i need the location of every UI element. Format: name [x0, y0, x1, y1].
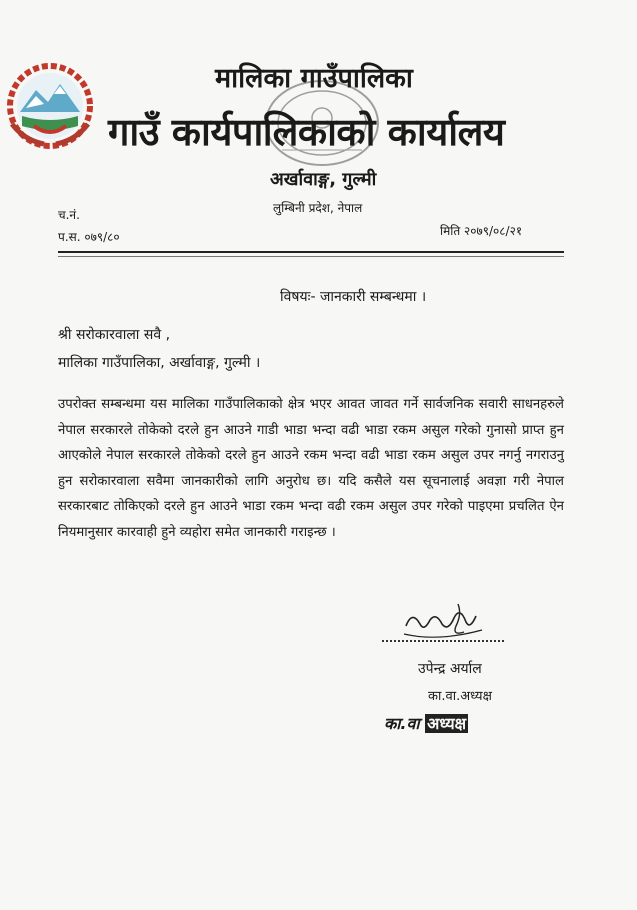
municipality-name: मालिका गाउँपालिका — [215, 63, 413, 94]
signature-line — [382, 640, 504, 642]
signature-scribble — [398, 596, 488, 646]
signatory-name: उपेन्द्र अर्याल — [418, 661, 482, 677]
nepal-emblem-icon — [4, 60, 96, 152]
designation-stamp-prefix: का.वा — [384, 714, 420, 733]
designation-stamp — [384, 712, 468, 734]
dispatch-number-label: च.नं. — [58, 208, 80, 222]
office-name: गाउँ कार्यपालिकाको कार्यालय — [108, 110, 505, 154]
header-divider — [58, 251, 564, 253]
recipient-address: मालिका गाउँपालिका, अर्खावाङ्ग, गुल्मी । — [58, 355, 261, 371]
recipient-line: श्री सरोकारवाला सवै , — [58, 327, 171, 343]
letter-body: उपरोक्त सम्बन्धमा यस मालिका गाउँपालिकाको क्षेत्र भएर आवत जावत गर्ने सार्वजनिक सवारी साधनहरुले नेपाल सरकारले तोकेको दरले हुन आउने गाडी भाडा भन्दा वढी भाडा रकम असुल गरेको गुनासो प्राप्त हुन आएकोले नेपाल सरकारले तोकेको दरले हुन आउने रकम भन्दा वढी भाडा रकम असुल उपर नगर्नु नगराउनु हुन सरोकारवाला सवैमा जानकारीको लागि अनुरोध छ। यदि कसैले यस सूचनालाई अवज्ञा गरी नेपाल सरकारबाट तोकिएको दरले हुन आउने भाडा रकम भन्दा वढी रकम असुल उपर गरेको पाइएमा प्रचलित ऐन नियमानुसार कारवाही हुने व्यहोरा समेत जानकारी गराइन्छ । — [58, 397, 564, 540]
office-location: अर्खावाङ्ग, गुल्मी — [270, 169, 377, 190]
letter-number: प.स. ०७९/८० — [58, 230, 120, 244]
letter-date: मिति २०७९/०८/२१ — [440, 224, 523, 238]
province-name: लुम्बिनी प्रदेश, नेपाल — [273, 201, 363, 215]
header-divider-thin — [58, 256, 564, 257]
signatory-title: का.वा.अध्यक्ष — [428, 689, 492, 704]
letter-subject: विषयः- जानकारी सम्बन्धमा । — [280, 289, 427, 305]
designation-stamp-word: अध्यक्ष — [427, 714, 467, 733]
